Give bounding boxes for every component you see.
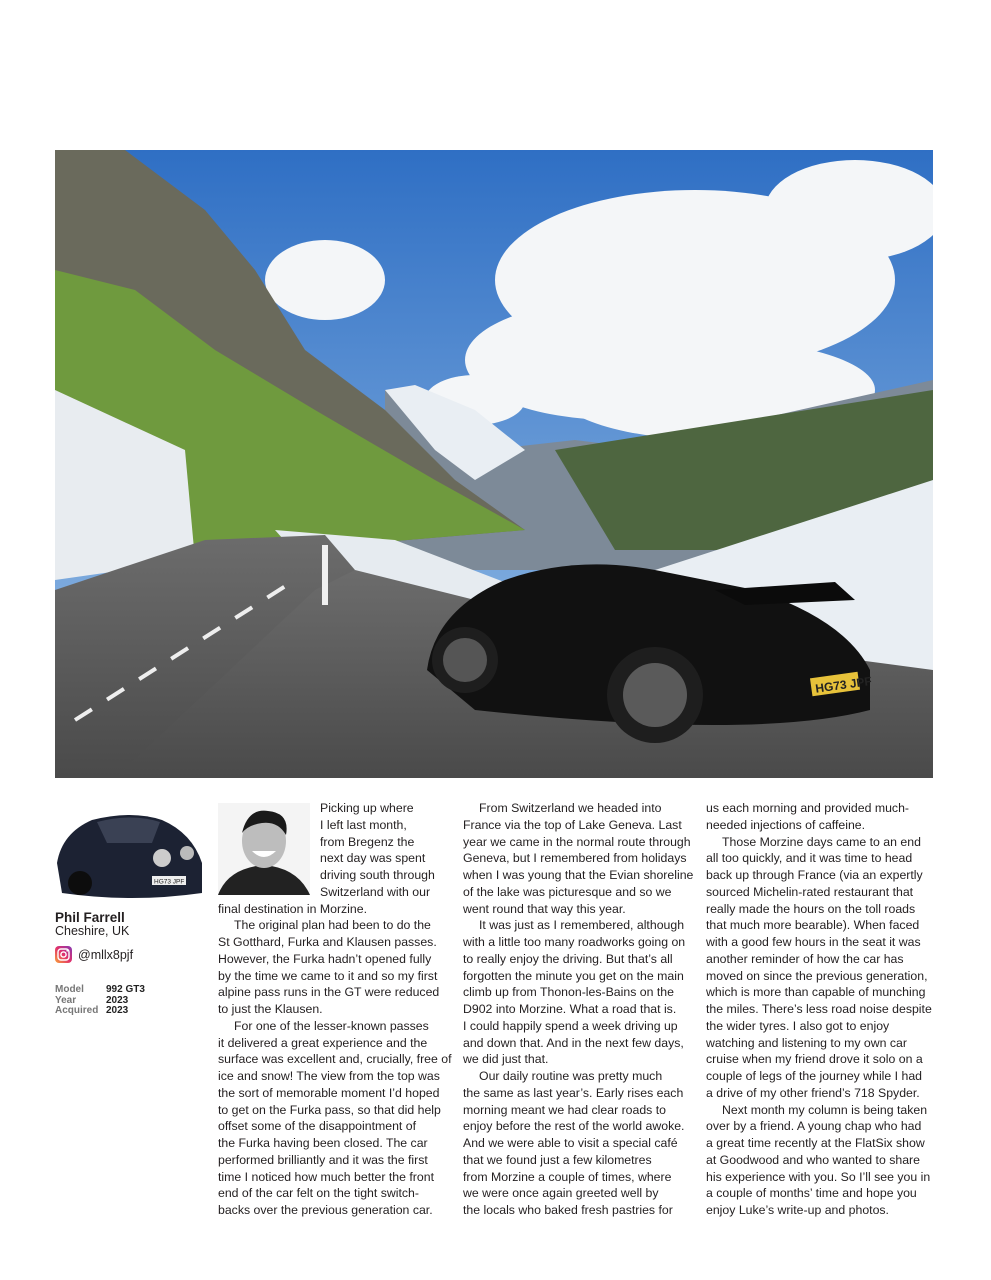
article-text-line: the sort of memorable moment I’d hoped — [218, 1085, 440, 1100]
article-text-line: driving south through — [320, 868, 435, 882]
article-text-line: couple of legs of the journey while I had — [706, 1069, 923, 1083]
spec-row — [55, 985, 145, 996]
article-text-line: the Furka having been closed. The car — [218, 1136, 428, 1150]
article-column-3 — [706, 800, 932, 1219]
article-text-line: to get on the Furka pass, so that did help — [218, 1102, 441, 1117]
article-text-line: with a little too many roadworks going on — [463, 935, 686, 949]
spec-value: 2023 — [106, 1005, 129, 1016]
article-text-line: that we found just a few kilometres — [463, 1152, 652, 1167]
article-text-line: forgotten the minute you get on the main — [463, 968, 684, 983]
license-plate: HG73 JPF — [814, 673, 873, 696]
article-text-line: I left last month, — [320, 817, 407, 832]
article-text-line: time I noticed how much better the front — [218, 1169, 434, 1184]
article-text-line: we did just that. — [463, 1052, 549, 1067]
article-text-line: and down that. And in the next few days, — [463, 1035, 684, 1050]
article-text-line: For one of the lesser-known passes — [234, 1018, 429, 1033]
article-text-line: really made the hours on the toll roads — [706, 901, 916, 916]
article-text-line: it delivered a great experience and the — [218, 1035, 428, 1050]
article-text-line: performed brilliantly and it was the first — [218, 1152, 428, 1167]
article-text-line: ice and snow! The view from the top was — [218, 1069, 440, 1083]
article-text-line: when I was young that the Evian shoreline — [463, 868, 694, 882]
article-text-line: sourced Michelin-rated restaurant that — [706, 884, 914, 899]
spec-row — [55, 1006, 145, 1017]
sidebar-car-photo — [52, 808, 207, 906]
article-text-line: climb up from Thonon-les-Bains on the — [463, 985, 674, 1000]
article-text-line: the wider tyres. I also got to enjoy — [706, 1018, 890, 1033]
article-text-line: It was just as I remembered, although — [479, 918, 685, 933]
article-text-line: end of the car felt on the tight switch- — [218, 1186, 419, 1201]
hero-photo-porsche-alpine-pass — [55, 150, 933, 778]
article-text-line: St Gotthard, Furka and Klausen passes. — [218, 935, 437, 949]
instagram-icon — [55, 946, 72, 963]
spec-value: 2023 — [106, 994, 129, 1006]
article-text-line: back up through France (via an expertly — [706, 868, 923, 882]
article-column-1 — [218, 800, 452, 1219]
article-text-line: by the time we came to it and so my first — [218, 968, 438, 983]
article-text-line: enjoy Luke’s write-up and photos. — [706, 1203, 889, 1217]
article-text-line: And we were able to visit a special café — [463, 1136, 678, 1150]
article-text-line: another reminder of how the car has — [706, 951, 904, 966]
article-text-line: cruise when my friend drove it solo on a — [706, 1052, 923, 1067]
article-text-line: However, the Furka hadn’t opened fully — [218, 951, 432, 966]
article-text-line: watching and listening to my own car — [706, 1035, 907, 1050]
article-text-line: all too quickly, and it was time to head — [706, 851, 913, 866]
article-text-line: From Switzerland we headed into — [479, 801, 662, 815]
article-text-line: a great time recently at the FlatSix show — [706, 1136, 925, 1150]
article-text-line: from Bregenz the — [320, 834, 415, 849]
author-name: Phil Farrell — [55, 910, 125, 925]
article-text-line: we were once again greeted well by — [463, 1186, 659, 1201]
author-location: Cheshire, UK — [55, 924, 130, 938]
article-text-line: needed injections of caffeine. — [706, 817, 866, 832]
car-specs — [55, 985, 145, 1017]
instagram-handle-text: @mllx8pjf — [78, 947, 134, 962]
svg-text:HG73 JPF: HG73 JPF — [154, 878, 185, 886]
article-text-line: final destination in Morzine. — [218, 901, 368, 916]
article-text-line: alpine pass runs in the GT were reduced — [218, 985, 440, 1000]
article-text-line: a drive of my other friend’s 718 Spyder. — [706, 1085, 920, 1100]
article-text-line: with a good few hours in the seat it was — [706, 935, 921, 949]
article-text-line: the locals who baked fresh pastries for — [463, 1203, 673, 1217]
article-text-line: The original plan had been to do the — [234, 918, 431, 933]
article-text-line: the miles. There’s less road noise despite — [706, 1002, 932, 1016]
article-text-line: surface was excellent and, crucially, free of — [218, 1052, 452, 1067]
spec-label: Acquired — [55, 1005, 99, 1016]
article-column-2 — [463, 800, 693, 1219]
article-text-line: offset some of the disappointment of — [218, 1119, 417, 1134]
article-text-line: backs over the previous generation car. — [218, 1203, 433, 1217]
spec-label: Year — [55, 994, 77, 1006]
article-text-line: Switzerland with our — [320, 884, 431, 899]
article-text-line: next day was spent — [320, 851, 426, 866]
article-text-line: over by a friend. A young chap who had — [706, 1119, 922, 1134]
article-text-line: moved on since the previous generation, — [706, 968, 928, 983]
article-text-line: I could happily spend a week driving up — [463, 1018, 678, 1033]
article-text-line: his experience with you. So I’ll see you in — [706, 1169, 931, 1184]
article-text-line: which is more than capable of munching — [706, 985, 926, 1000]
article-text-line: year we came in the normal route through — [463, 834, 691, 849]
article-text-line: Our daily routine was pretty much — [479, 1069, 663, 1083]
article-text-line: from Morzine a couple of times, where — [463, 1169, 672, 1184]
spec-value: 992 GT3 — [106, 984, 145, 995]
article-text-line: Geneva, but I remembered from holidays — [463, 851, 687, 866]
article-text-line: a couple of months’ time and hope you — [706, 1186, 917, 1201]
instagram-handle[interactable] — [55, 946, 133, 963]
article-text-line: Picking up where — [320, 801, 414, 815]
article-text-line: to just the Klausen. — [218, 1002, 323, 1016]
article-text-line: Those Morzine days came to an end — [722, 834, 921, 849]
article-text-line: Next month my column is being taken — [722, 1102, 928, 1117]
article-text-line: at Goodwood and who wanted to share — [706, 1152, 920, 1167]
article-text-line: of the lake was picturesque and so we — [463, 884, 672, 899]
article-text-line: D902 into Morzine. What a road that is. — [463, 1002, 677, 1016]
article-text-line: enjoy before the rest of the world awoke. — [463, 1119, 685, 1134]
article-text-line: the same as last year’s. Early rises each — [463, 1085, 684, 1100]
article-text-line: to really enjoy the driving. But that’s all — [463, 951, 673, 966]
spec-label: Model — [55, 984, 84, 995]
article-text-line: us each morning and provided much- — [706, 801, 910, 815]
article-text-line: went round that way this year. — [463, 901, 626, 916]
article-text-line: morning meant we had clear roads to — [463, 1102, 667, 1117]
article-text-line: that much more bearable). When faced — [706, 918, 920, 933]
article-text-line: France via the top of Lake Geneva. Last — [463, 817, 682, 832]
